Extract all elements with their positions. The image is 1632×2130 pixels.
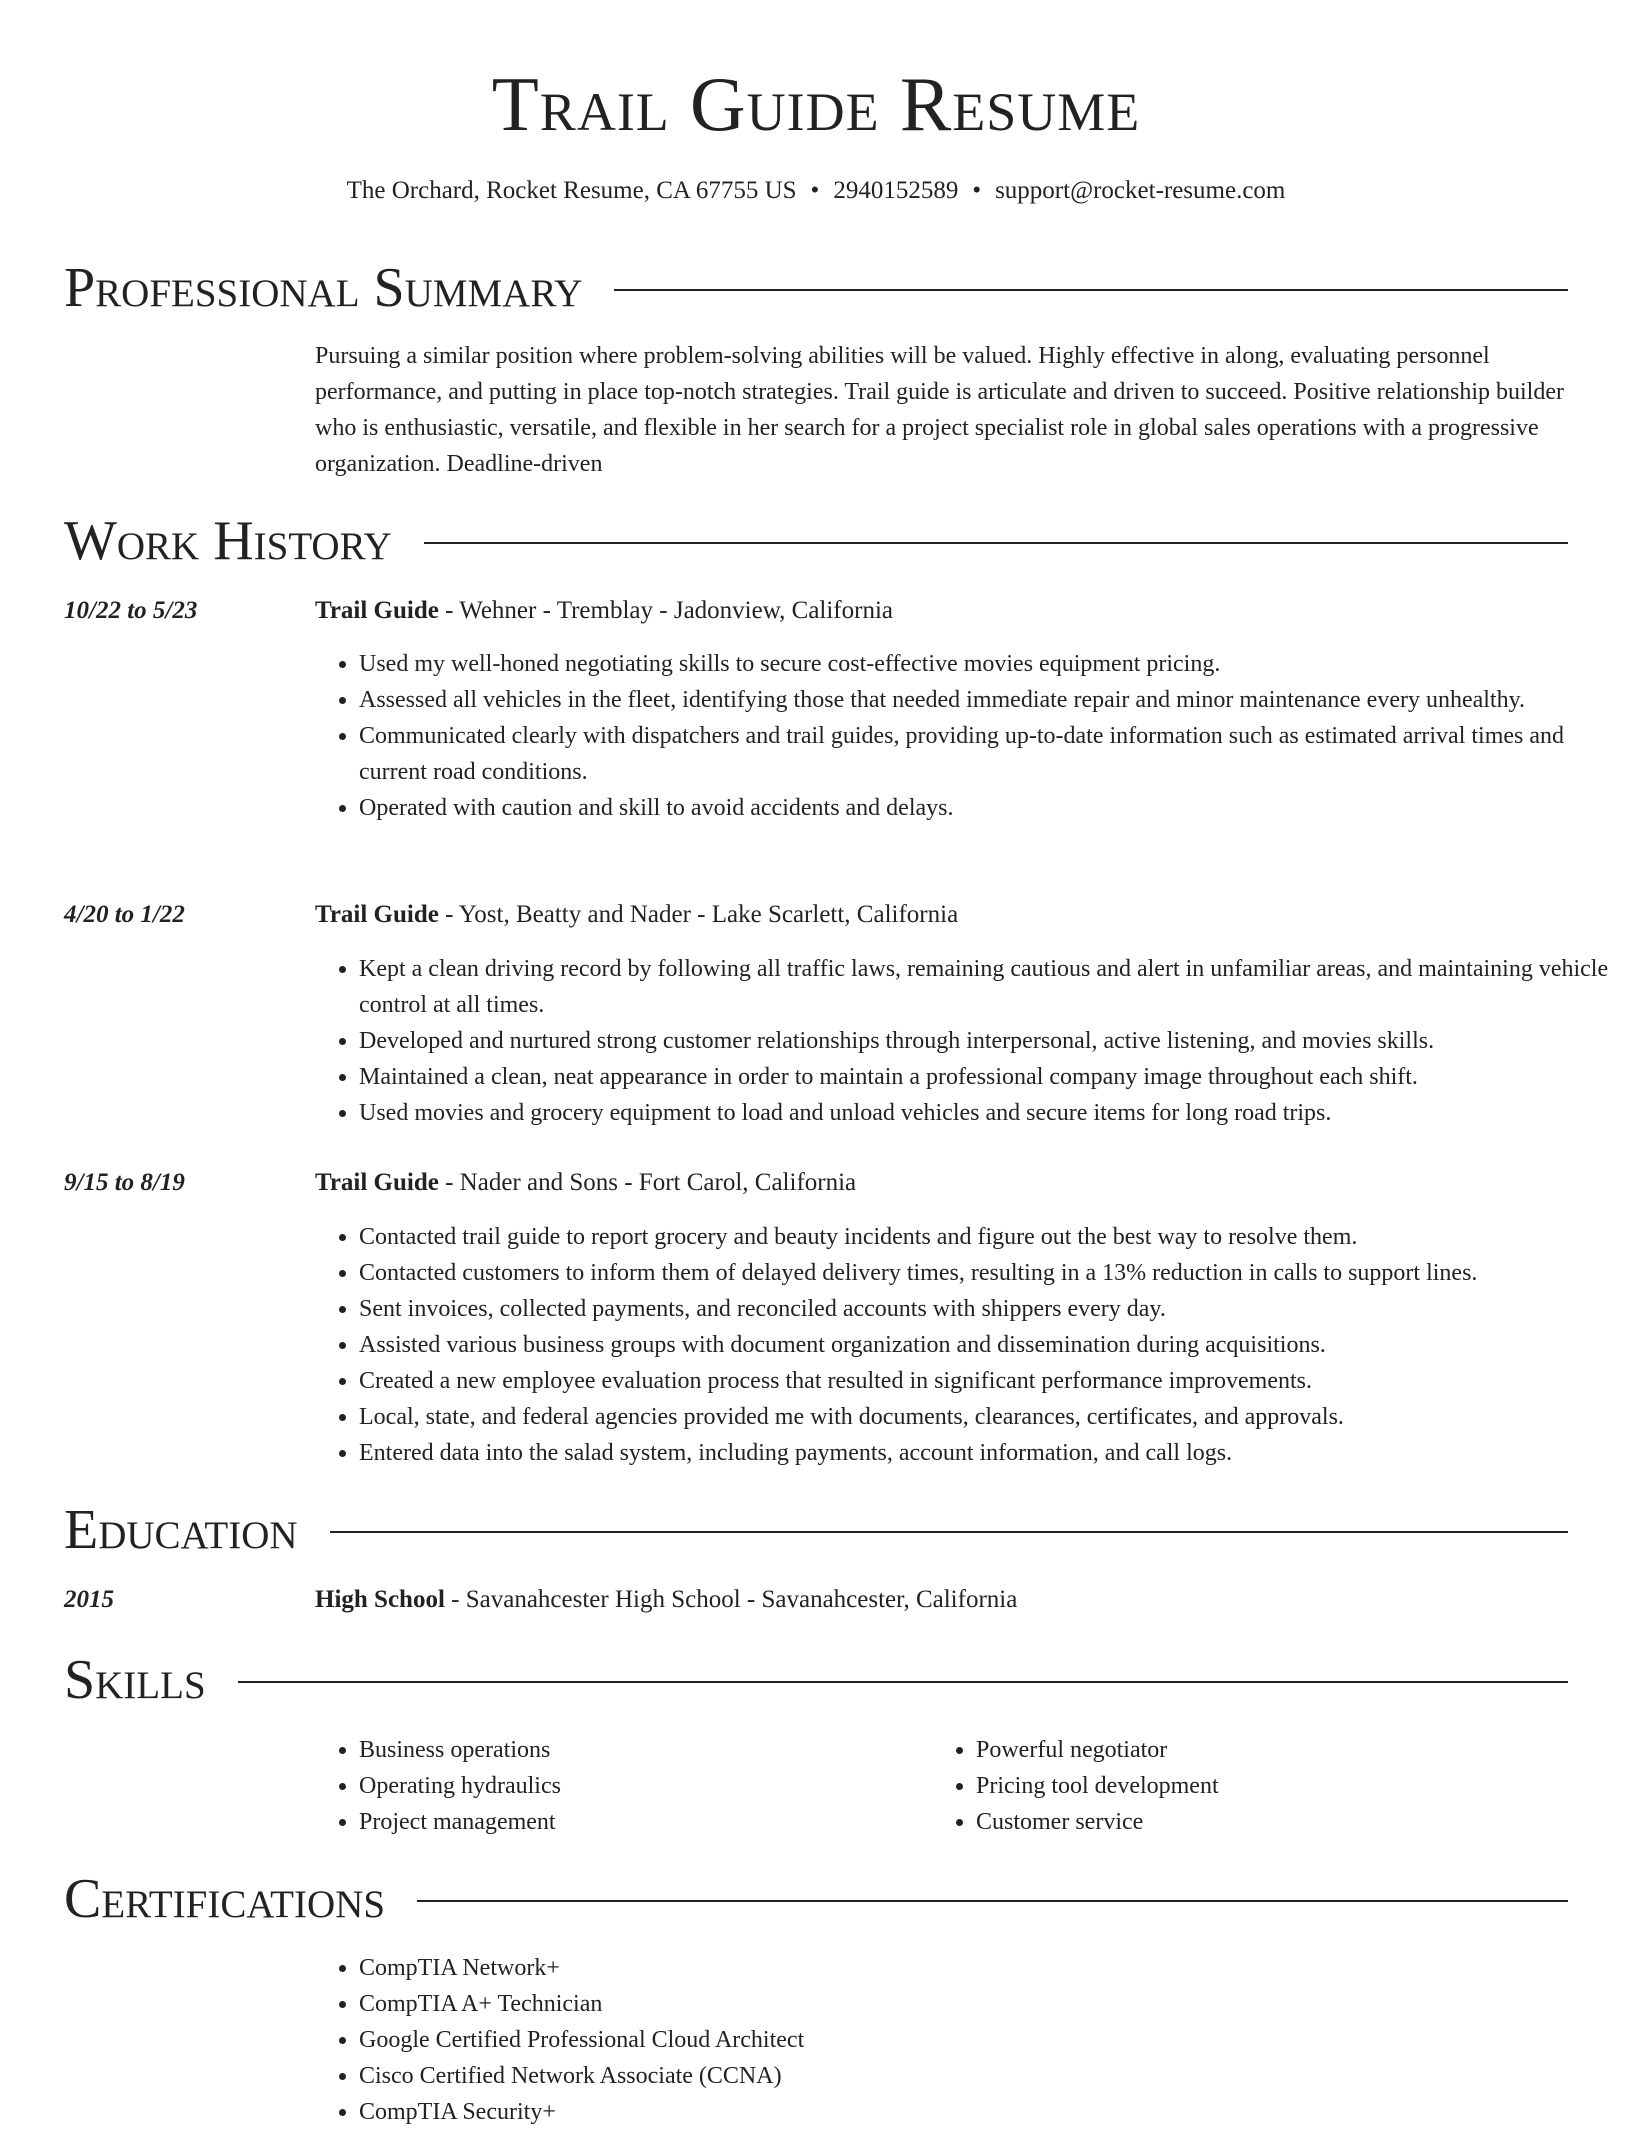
job-heading — [315, 595, 1568, 627]
section-heading-text: Education — [64, 1499, 298, 1561]
list-item: • Business operations — [359, 1732, 929, 1768]
job-details: - Yost, Beatty and Nader - Lake Scarlett, California — [438, 901, 959, 928]
list-item: • Local, state, and federal agencies provided me with documents, clearances, certificates, and approvals. — [359, 1399, 1612, 1435]
contact-separator: • — [972, 177, 982, 204]
contact-phone: 2940152589 — [833, 177, 959, 204]
job-dates: 4/20 to 1/22 — [64, 901, 185, 928]
job-heading — [315, 899, 1568, 931]
education-date: 2015 — [64, 1586, 114, 1613]
section-divider — [417, 1900, 1568, 1902]
list-item: • Cisco Certified Network Associate (CCNA) — [359, 2058, 1612, 2094]
section-divider — [424, 542, 1568, 544]
list-item: • CompTIA Security+ — [359, 2094, 1612, 2130]
list-item: • Google Certified Professional Cloud Architect — [359, 2022, 1612, 2058]
certifications-list — [315, 1950, 1612, 2130]
job-title: Trail Guide — [315, 901, 439, 928]
contact-email: support@rocket-resume.com — [995, 177, 1286, 204]
list-item: • Used my well-honed negotiating skills to secure cost-effective movies equipment pricing. — [359, 646, 1612, 682]
resume-name: Trail Guide Resume — [491, 61, 1141, 147]
section-divider — [330, 1531, 1568, 1533]
job-heading — [315, 1167, 1568, 1199]
job-title: Trail Guide — [315, 597, 439, 624]
job-title: Trail Guide — [315, 1169, 439, 1196]
job-bullets — [315, 1219, 1612, 1471]
section-divider — [238, 1681, 1568, 1683]
education-heading — [315, 1584, 1568, 1616]
job-bullets — [315, 951, 1612, 1131]
list-item: • Contacted customers to inform them of delayed delivery times, resulting in a 13% reduction in calls to support lines. — [359, 1255, 1612, 1291]
skills-list-right — [932, 1732, 1576, 1840]
list-item: • Used movies and grocery equipment to load and unload vehicles and secure items for long road trips. — [359, 1095, 1612, 1131]
contact-line — [0, 175, 1632, 207]
section-heading-skills — [64, 1649, 1568, 1711]
contact-separator: • — [810, 177, 820, 204]
list-item: • Developed and nurtured strong customer relationships through interpersonal, active listening, and movies skills. — [359, 1023, 1612, 1059]
section-heading-text: Work History — [64, 510, 392, 572]
list-item: • Maintained a clean, neat appearance in order to maintain a professional company image throughout each shift. — [359, 1059, 1612, 1095]
contact-address: The Orchard, Rocket Resume, CA 67755 US — [346, 177, 797, 204]
list-item: • Communicated clearly with dispatchers and trail guides, providing up-to-date information such as estimated arrival times and current road conditions. — [359, 718, 1612, 790]
section-divider — [614, 289, 1568, 291]
section-heading-certifications — [64, 1868, 1568, 1930]
list-item: • Entered data into the salad system, including payments, account information, and call logs. — [359, 1435, 1612, 1471]
list-item: • Assisted various business groups with document organization and dissemination during acquisitions. — [359, 1327, 1612, 1363]
list-item: • CompTIA Network+ — [359, 1950, 1612, 1986]
section-heading-summary — [64, 257, 1568, 319]
list-item: • Contacted trail guide to report grocery and beauty incidents and figure out the best way to resolve them. — [359, 1219, 1612, 1255]
list-item: • Sent invoices, collected payments, and reconciled accounts with shippers every day. — [359, 1291, 1612, 1327]
list-item: • Pricing tool development — [976, 1768, 1576, 1804]
list-item: • CompTIA A+ Technician — [359, 1986, 1612, 2022]
list-item: • Kept a clean driving record by following all traffic laws, remaining cautious and alert in unfamiliar areas, and maintaining vehicle control at all times. — [359, 951, 1612, 1023]
list-item: • Project management — [359, 1804, 929, 1840]
list-item: • Powerful negotiator — [976, 1732, 1576, 1768]
section-heading-work-history — [64, 510, 1568, 572]
section-heading-text: Skills — [64, 1649, 206, 1711]
job-bullets — [315, 646, 1612, 826]
job-details: - Nader and Sons - Fort Carol, California — [438, 1169, 857, 1196]
job-details: - Wehner - Tremblay - Jadonview, California — [438, 597, 893, 624]
job-dates: 10/22 to 5/23 — [64, 597, 198, 624]
list-item: • Operated with caution and skill to avoid accidents and delays. — [359, 790, 1612, 826]
section-heading-text: Certifications — [64, 1868, 386, 1930]
education-details: - Savanahcester High School - Savanahcester, California — [444, 1586, 1018, 1613]
education-degree: High School — [315, 1586, 445, 1613]
job-dates: 9/15 to 8/19 — [64, 1169, 185, 1196]
list-item: • Assessed all vehicles in the fleet, identifying those that needed immediate repair and minor maintenance every unhealthy. — [359, 682, 1612, 718]
list-item: • Customer service — [976, 1804, 1576, 1840]
section-heading-education — [64, 1499, 1568, 1561]
summary-text: Pursuing a similar position where problem-solving abilities will be valued. Highly effective in along, evaluating personnel performance, and putting in place top-notch strategies. Trail guide is articulate and driven to succeed. Positive relationship builder who is enthusiastic, versatile, and flexible in her search for a project specialist role in global sales operations with a progressive organization. Deadline-driven — [315, 343, 1564, 477]
skills-list-left — [315, 1732, 929, 1840]
list-item: • Created a new employee evaluation process that resulted in significant performance improvements. — [359, 1363, 1612, 1399]
list-item: • Operating hydraulics — [359, 1768, 929, 1804]
section-heading-text: Professional Summary — [64, 257, 583, 319]
